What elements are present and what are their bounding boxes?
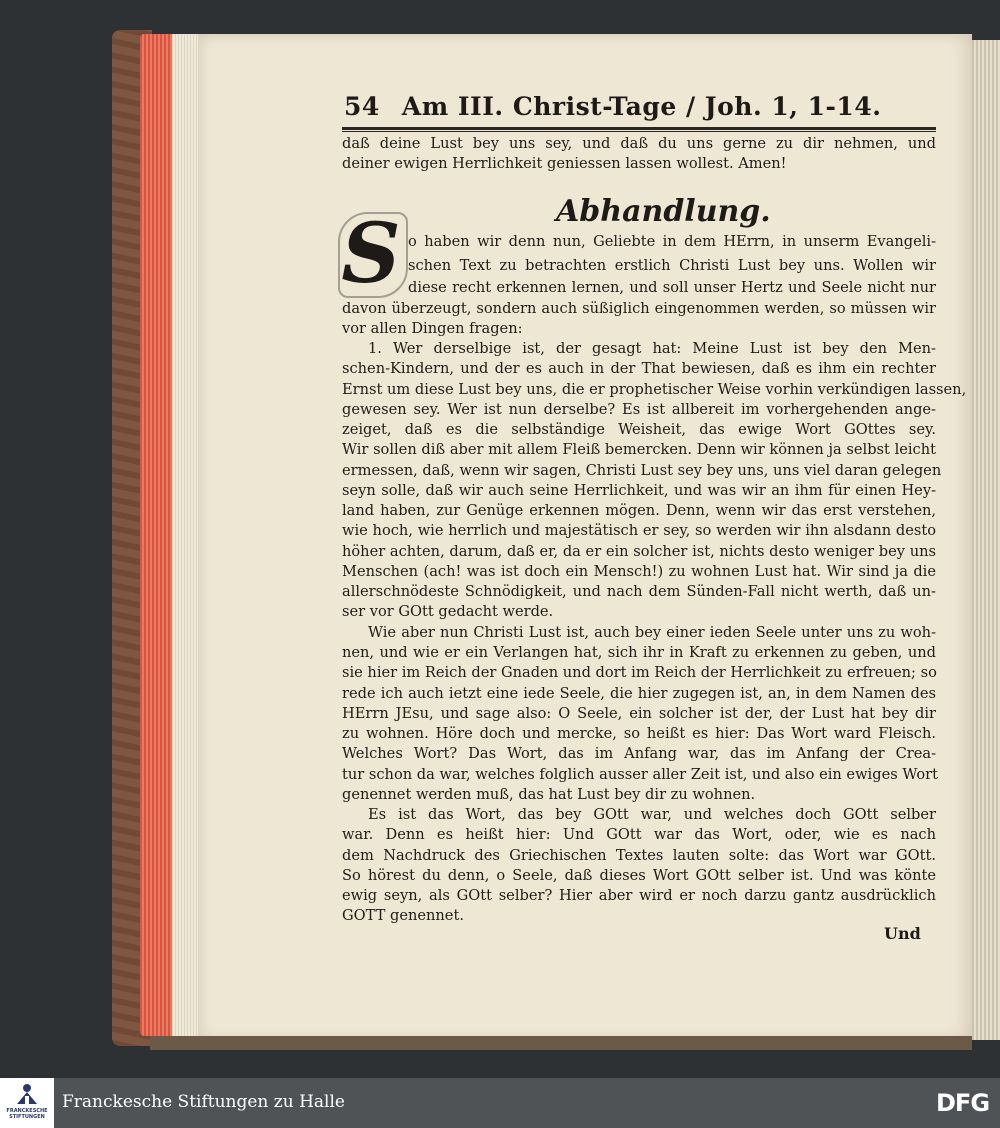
page-bottom-shadow	[150, 1036, 972, 1050]
text-line: Wie aber nun Christi Lust ist, auch bey einer ieden Seele unter uns zu woh-	[368, 624, 936, 641]
text-line: sie hier im Reich der Gnaden und dort im Reich der Herrlichkeit zu erfreuen; so	[342, 664, 937, 681]
text-line: war. Denn es heißt hier: Und GOtt war das Wort, oder, wie es nach	[342, 826, 936, 843]
text-line: So hörest du denn, o Seele, daß dieses Wort GOtt selber ist. Und was könte	[342, 867, 936, 884]
text-line: ermessen, daß, wenn wir sagen, Christi Lust sey bey uns, uns viel daran gelegen	[342, 462, 942, 479]
text-line: höher achten, darum, daß er, da er ein solcher ist, nichts desto weniger bey uns	[342, 543, 936, 560]
text-line: diese recht erkennen lernen, und soll unser Hertz und Seele nicht nur	[408, 279, 936, 296]
text-line: Ernst um diese Lust bey uns, die er prophetischer Weise vorhin verkündigen lassen,	[342, 381, 967, 398]
section-title: Abhandlung.	[556, 194, 771, 229]
text-line: vor allen Dingen fragen:	[342, 320, 523, 337]
logo-emblem-icon	[14, 1083, 40, 1105]
drop-cap: S	[341, 206, 401, 302]
text-line: Menschen (ach! was ist doch ein Mensch!) zu wohnen Lust hat. Wir sind ja die	[342, 563, 936, 580]
catchword: Und	[884, 924, 921, 943]
running-head	[344, 92, 881, 121]
page-number: 54	[344, 92, 380, 121]
text-line: Es ist das Wort, das bey GOtt war, und welches doch GOtt selber	[368, 806, 936, 823]
text-line: davon überzeugt, sondern auch süßiglich eingenommen werden, so müssen wir	[342, 300, 936, 317]
text-line: schen Text zu betrachten erstlich Christi Lust bey uns. Wollen wir	[408, 257, 936, 274]
text-line: o haben wir denn nun, Geliebte in dem HErrn, in unserm Evangeli-	[408, 233, 936, 250]
text-line: HErrn JEsu, und sage also: O Seele, ein solcher ist der, der Lust hat bey dir	[342, 705, 936, 722]
text-line: 1. Wer derselbige ist, der gesagt hat: Meine Lust ist bey den Men-	[368, 340, 936, 357]
text-line: schen-Kindern, und der es auch in der That bewiesen, daß es ihm ein rechter	[342, 360, 936, 377]
logo-text: FRANCKESCHE STIFTUNGEN	[6, 1108, 48, 1120]
text-line: ewig seyn, als GOtt selber? Hier aber wird er noch darzu gantz ausdrücklich	[342, 887, 936, 904]
text-line: zeiget, daß es die selbständige Weisheit, das ewige Wort GOttes sey.	[342, 421, 936, 438]
text-line: allerschnödeste Schnödigkeit, und nach dem Sünden-Fall nicht werth, daß un-	[342, 583, 936, 600]
running-title: Am III. Christ-Tage / Joh. 1, 1-14.	[401, 92, 882, 121]
text-line: wie hoch, wie herrlich und majestätisch er sey, so werden wir ihn alsdann desto	[342, 522, 936, 539]
text-line: dem Nachdruck des Griechischen Textes lauten solte: das Wort war GOtt.	[342, 847, 936, 864]
text-line: zu wohnen. Höre doch und mercke, so heißt es hier: Das Wort ward Fleisch.	[342, 725, 936, 742]
page-edges-red	[140, 34, 174, 1036]
text-line: genennet werden muß, das hat Lust bey dir zu wohnen.	[342, 786, 756, 803]
text-line: ser vor GOtt gedacht werde.	[342, 603, 554, 620]
text-line: seyn solle, daß wir auch seine Herrlichkeit, und was wir an ihm für einen Hey-	[342, 482, 936, 499]
text-line: Welches Wort? Das Wort, das im Anfang war, das im Anfang der Crea-	[342, 745, 936, 762]
text-line: tur schon da war, welches folglich ausser aller Zeit ist, und also ein ewiges Wort	[342, 766, 938, 783]
institution-name: Franckesche Stiftungen zu Halle	[62, 1092, 345, 1112]
text-line: rede ich auch ietzt eine iede Seele, die hier zugegen ist, an, in dem Namen des	[342, 685, 936, 702]
text-line: gewesen sey. Wer ist nun derselbe? Es ist allbereit im vorhergehenden ange-	[342, 401, 936, 418]
text-line: deiner ewigen Herrlichkeit geniessen lassen wollest. Amen!	[342, 155, 787, 172]
text-line: GOTT genennet.	[342, 907, 464, 924]
facing-page-edge	[972, 40, 1000, 1040]
text-line: nen, und wie er ein Verlangen hat, sich ihr in Kraft zu erkennen zu geben, und	[342, 644, 936, 661]
text-line: daß deine Lust bey uns sey, und daß du uns gerne zu dir nehmen, und	[342, 135, 936, 152]
text-line: Wir sollen diß aber mit allem Fleiß bemercken. Denn wir können ja selbst leicht	[342, 441, 936, 458]
header-rule	[342, 127, 936, 130]
text-line: land haben, zur Genüge erkennen mögen. Denn, wenn wir das erst verstehen,	[342, 502, 936, 519]
header-rule-thin	[342, 131, 936, 132]
dfg-logo[interactable]: DFG	[936, 1089, 990, 1117]
